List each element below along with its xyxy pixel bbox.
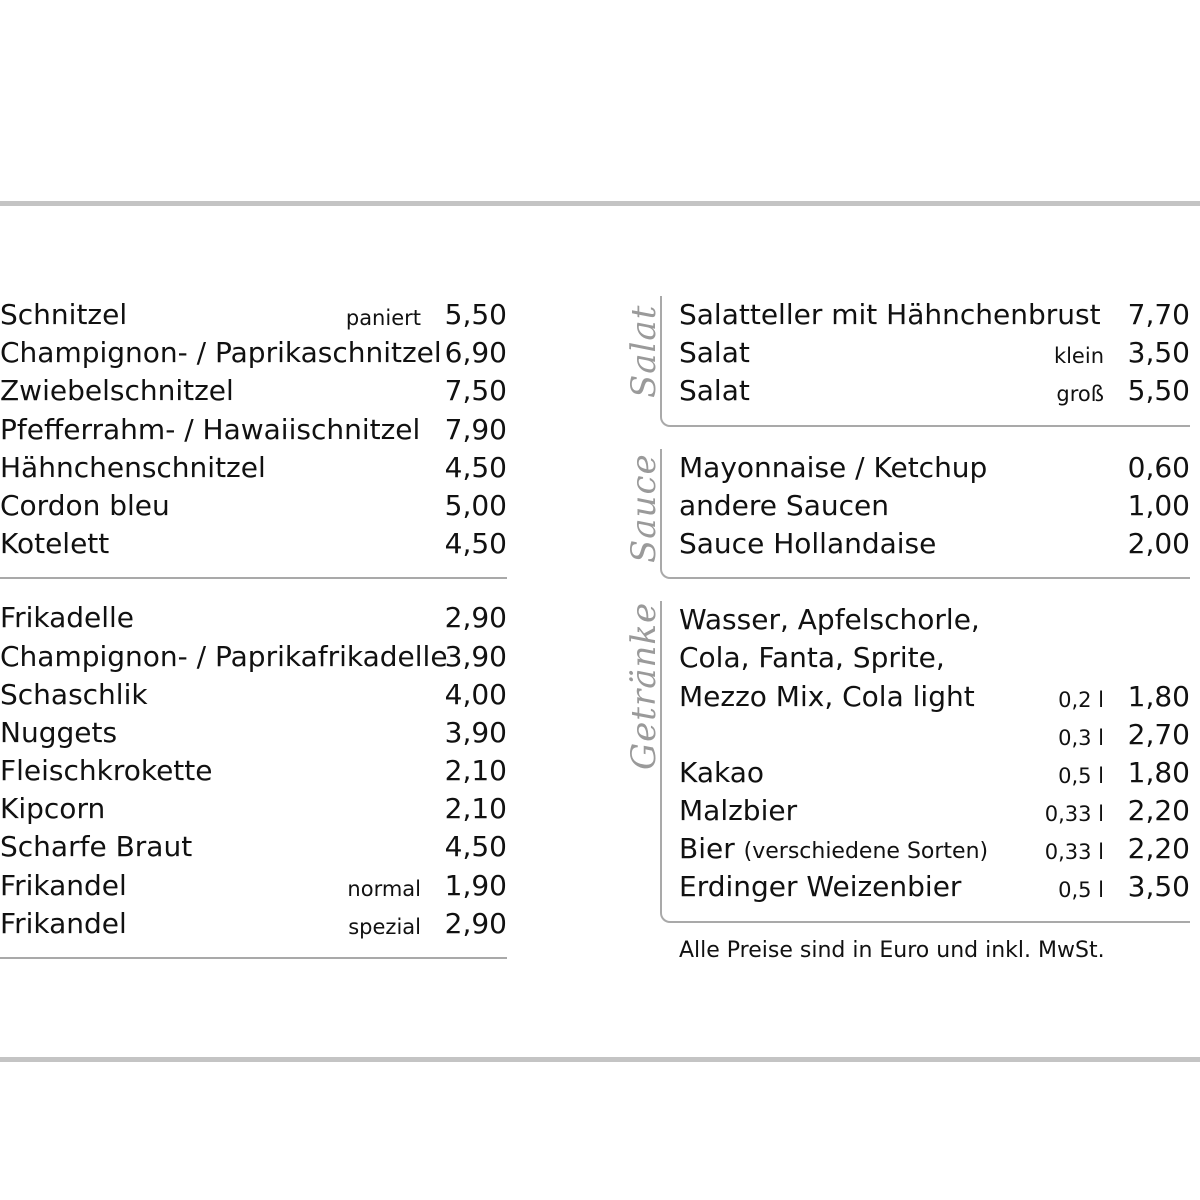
menu-item-row [679, 868, 1190, 906]
menu-item-name-text: Cordon bleu [0, 488, 170, 522]
menu-item-row [679, 487, 1190, 525]
menu-item-row [0, 296, 507, 334]
frikadelle-group [0, 599, 507, 959]
menu-item-name [0, 525, 109, 563]
menu-item-name [679, 678, 975, 716]
menu-item-name-text: Schaschlik [0, 677, 148, 711]
menu-item-name [0, 411, 420, 449]
menu-item-name-text: Scharfe Braut [0, 830, 193, 864]
menu-item-name [679, 372, 750, 410]
menu-item-price: 3,90 [444, 715, 507, 749]
menu-item-name [0, 867, 127, 905]
menu-item-price: 2,90 [444, 906, 507, 940]
menu-item-name [679, 639, 945, 677]
menu-item-price: 3,50 [1127, 336, 1190, 370]
menu-item-note: (verschiedene Sorten) [743, 839, 989, 865]
menu-item-price: 4,50 [444, 450, 507, 484]
menu-item-price: 1,90 [444, 868, 507, 902]
menu-item-row [679, 334, 1190, 372]
menu-item-qualifier: normal [347, 876, 421, 901]
menu-item-name-text: Hähnchenschnitzel [0, 450, 266, 484]
menu-item-row [0, 676, 507, 714]
menu-item-row [679, 716, 1190, 754]
right-menu-column [605, 296, 1190, 923]
menu-item-name [679, 754, 764, 792]
salat-category-label: Salat [624, 304, 664, 398]
menu-item-qualifier: 0,33 l [1044, 802, 1104, 827]
menu-item-name-text: Erdinger Weizenbier [679, 870, 962, 904]
menu-item-name [0, 334, 442, 372]
menu-item-qualifier: 0,2 l [1058, 687, 1104, 712]
menu-item-name [0, 296, 127, 334]
getraenke-category-label: Getränke [624, 602, 664, 771]
bottom-divider-band [0, 1057, 1200, 1062]
menu-item-name-text: Kotelett [0, 527, 110, 561]
top-divider-band [0, 201, 1200, 206]
menu-item-name-text: Frikandel [0, 906, 127, 940]
menu-item-name-text: andere Saucen [679, 488, 889, 522]
menu-item-name-text: Frikadelle [0, 601, 135, 635]
menu-item-row [0, 828, 507, 866]
menu-item-price: 1,00 [1127, 488, 1190, 522]
menu-item-price: 6,90 [444, 336, 507, 370]
menu-item-name [0, 790, 105, 828]
price-footnote: Alle Preise sind in Euro und inkl. MwSt. [679, 938, 1105, 963]
menu-item-row [0, 599, 507, 637]
menu-item-name-text: Schnitzel [0, 298, 128, 331]
menu-item-name [679, 601, 980, 639]
schnitzel-group-rule [0, 577, 507, 579]
menu-item-qualifier: groß [1056, 382, 1104, 407]
getraenke-section [605, 601, 1190, 923]
menu-item-name [679, 830, 988, 871]
salat-section [605, 296, 1190, 427]
menu-item-name [0, 449, 266, 487]
menu-item-row [679, 830, 1190, 868]
menu-item-price: 2,20 [1127, 832, 1190, 866]
menu-item-qualifier: spezial [348, 914, 421, 939]
menu-item-name-text: Sauce Hollandaise [679, 526, 937, 560]
menu-item-name [0, 372, 234, 410]
menu-item-name-text: Cola, Fanta, Sprite, [679, 641, 945, 675]
menu-item-price: 1,80 [1127, 755, 1190, 789]
menu-item-name [679, 487, 889, 525]
menu-item-price: 7,70 [1127, 298, 1190, 331]
menu-item-price: 5,50 [444, 298, 507, 331]
menu-item-price: 5,00 [444, 488, 507, 522]
menu-item-price: 7,90 [444, 412, 507, 446]
menu-item-row [679, 449, 1190, 487]
menu-item-name-text: Fleischkrokette [0, 754, 213, 788]
menu-item-name-text: Zwiebelschnitzel [0, 374, 234, 408]
menu-item-price: 2,70 [1127, 717, 1190, 751]
menu-item-price: 7,50 [444, 374, 507, 408]
menu-item-name-text: Champignon- / Paprikaschnitzel [0, 336, 442, 370]
menu-item-price: 2,20 [1127, 794, 1190, 828]
menu-item-name-text: Salat [679, 336, 750, 370]
menu-item-name-text: Champignon- / Paprikafrikadelle [0, 639, 448, 673]
sauce-category-label: Sauce [624, 452, 664, 563]
menu-item-name-text: Nuggets [0, 715, 118, 749]
menu-item-qualifier: 0,3 l [1058, 725, 1104, 750]
menu-item-row [0, 867, 507, 905]
menu-item-name [0, 714, 117, 752]
menu-item-row [0, 449, 507, 487]
menu-item-name [0, 676, 148, 714]
menu-item-row [679, 639, 1190, 677]
menu-item-price: 4,50 [444, 830, 507, 864]
menu-item-price: 4,00 [444, 677, 507, 711]
menu-item-price: 4,50 [444, 527, 507, 561]
menu-item-name-text: Malzbier [679, 794, 798, 828]
menu-item-name-text: Mezzo Mix, Cola light [679, 679, 975, 713]
menu-item-name-text: Frikandel [0, 868, 127, 902]
menu-item-name [679, 449, 987, 487]
menu-item-name [0, 905, 127, 943]
menu-item-name-text: Salat [679, 374, 750, 408]
left-menu-column [0, 296, 507, 959]
menu-item-price: 1,80 [1127, 679, 1190, 713]
menu-item-qualifier: 0,5 l [1058, 763, 1104, 788]
frikadelle-group-rule [0, 957, 507, 959]
menu-item-row [0, 790, 507, 828]
menu-item-name-text: Bier [679, 832, 735, 866]
menu-item-name [0, 599, 134, 637]
menu-item-price: 3,50 [1127, 870, 1190, 904]
menu-item-row [0, 411, 507, 449]
menu-item-price: 5,50 [1127, 374, 1190, 408]
menu-item-name [0, 828, 192, 866]
menu-item-price: 2,00 [1127, 526, 1190, 560]
menu-item-name-text: Wasser, Apfelschorle, [679, 603, 980, 637]
menu-item-row [0, 714, 507, 752]
menu-item-name-text: Mayonnaise / Ketchup [679, 450, 988, 484]
menu-item-row [0, 487, 507, 525]
menu-item-name [679, 296, 1101, 334]
menu-item-name [0, 638, 448, 676]
menu-item-price: 3,90 [444, 639, 507, 673]
menu-item-row [679, 525, 1190, 563]
sauce-section [605, 449, 1190, 580]
menu-item-name-text: Kipcorn [0, 792, 106, 826]
menu-item-qualifier: klein [1053, 344, 1104, 369]
menu-item-row [679, 296, 1190, 334]
menu-item-row [0, 752, 507, 790]
menu-item-row [0, 638, 507, 676]
menu-item-name [679, 792, 797, 830]
menu-item-row [0, 372, 507, 410]
menu-item-row [0, 905, 507, 943]
menu-item-row [0, 334, 507, 372]
menu-item-row [679, 792, 1190, 830]
menu-item-qualifier: 0,33 l [1044, 840, 1104, 865]
menu-item-name [679, 868, 961, 906]
menu-item-price: 0,60 [1127, 450, 1190, 484]
menu-item-price: 2,10 [444, 754, 507, 788]
menu-item-name [0, 487, 170, 525]
schnitzel-group [0, 296, 507, 579]
menu-item-name [679, 334, 750, 372]
menu-item-name [0, 752, 213, 790]
menu-item-row [679, 372, 1190, 410]
menu-item-row [679, 754, 1190, 792]
menu-item-row [679, 678, 1190, 716]
menu-item-row [679, 601, 1190, 639]
menu-item-price: 2,10 [444, 792, 507, 826]
menu-item-name-text: Kakao [679, 755, 765, 789]
menu-item-name [679, 525, 936, 563]
menu-item-name-text: Pfefferrahm- / Hawaiischnitzel [0, 412, 421, 446]
menu-item-row [0, 525, 507, 563]
menu-item-qualifier: 0,5 l [1058, 878, 1104, 903]
menu-item-name-text: Salatteller mit Hähnchenbrust [679, 298, 1101, 331]
menu-item-qualifier: paniert [345, 306, 421, 330]
menu-item-price: 2,90 [444, 601, 507, 635]
